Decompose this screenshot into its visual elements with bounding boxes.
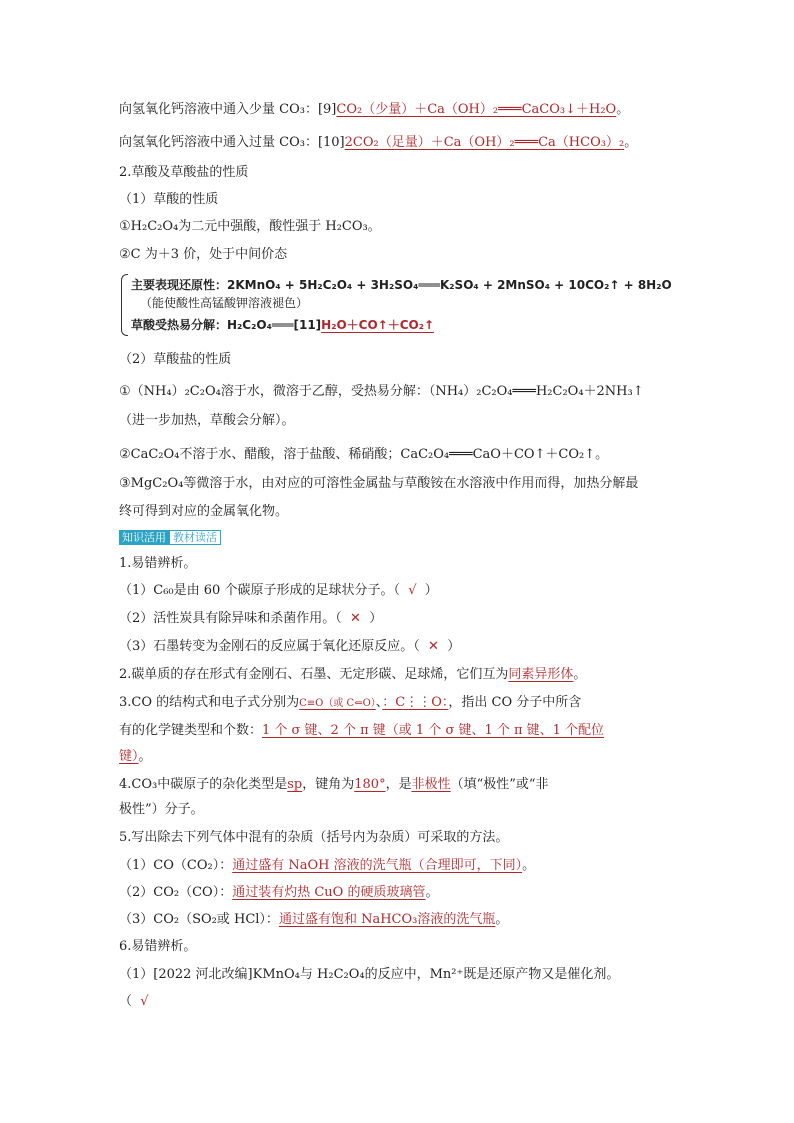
answer-allotrope: 同素异形体 bbox=[508, 667, 574, 682]
answer-polarity: 非极性 bbox=[411, 777, 451, 792]
question-6-1-answer: （ √ bbox=[119, 994, 149, 1009]
question-5-1: （1）CO（CO₂）：通过盛有 NaOH 溶液的洗气瓶（合理即可，下同）。 bbox=[119, 858, 536, 873]
oxalate-point-3-cont: 终可得到对应的金属氧化物。 bbox=[119, 504, 289, 519]
decomposition-line: 草酸受热易分解：H₂C₂O₄═══[11]H₂O＋CO↑＋CO₂↑ bbox=[131, 318, 435, 332]
oxalate-point-1: ①（NH₄）₂C₂O₄溶于水，微溶于乙醇，受热易分解：（NH₄）₂C₂O₄═══H₂C₂O₄＋2NH₃↑ bbox=[119, 384, 644, 399]
answer-structure: C≡O（或 C⇐O） bbox=[299, 698, 376, 709]
question-2: 2.碳单质的存在形式有金刚石、石墨、无定形碳、足球烯，它们互为同素异形体。 bbox=[119, 667, 587, 682]
question-5-2: （2）CO₂（CO）：通过装有灼热 CuO 的硬质玻璃管。 bbox=[119, 885, 439, 900]
answer-electron-formula: ：C⋮⋮O： bbox=[382, 695, 449, 710]
question-6-1: （1）[2022 河北改编]KMnO₄与 H₂C₂O₄的反应中，Mn²⁺既是还原产物又是催化剂。 bbox=[119, 967, 620, 982]
oxalic-acid-point-1: ①H₂C₂O₄为二元中强酸，酸性强于 H₂CO₃。 bbox=[119, 219, 381, 234]
question-3-line3: 键）。 bbox=[119, 749, 152, 764]
answer-hybridization: sp bbox=[287, 777, 303, 792]
subheading-oxalic-acid: （1）草酸的性质 bbox=[119, 192, 219, 207]
answer-9: CO₂（少量）＋Ca（OH）₂═══CaCO₃↓＋H₂O bbox=[336, 102, 617, 117]
question-3-line2: 有的化学键类型和个数：1 个 σ 键、2 个 π 键（或 1 个 σ 键、1 个 π 键、1 个配位 bbox=[119, 723, 605, 738]
line-10: 向氢氧化钙溶液中通入过量 CO₃：[10]2CO₂（足量）＋Ca（OH）₂═══Ca（HCO₃）₂。 bbox=[119, 135, 638, 150]
oxalate-point-1-note: （进一步加热，草酸会分解）。 bbox=[119, 413, 295, 428]
line-9: 向氢氧化钙溶液中通入少量 CO₃：[9]CO₂（少量）＋Ca（OH）₂═══CaCO₃↓＋H₂O。 bbox=[119, 102, 630, 117]
reducing-reaction: 主要表现还原性：2KMnO₄ + 5H₂C₂O₄ + 3H₂SO₄═══K₂SO₄ + 2MnSO₄ + 10CO₂↑ + 8H₂O bbox=[131, 278, 672, 292]
answer-bonds: 1 个 σ 键、2 个 π 键（或 1 个 σ 键、1 个 π 键、1 个配位 bbox=[262, 723, 605, 738]
question-4: 4.CO₃中碳原子的杂化类型是sp，键角为180°，是非极性（填“极性”或“非 bbox=[119, 777, 549, 792]
oxalic-acid-point-2: ②C 为＋3 价，处于中间价态 bbox=[119, 247, 288, 262]
cross-mark: ✕ bbox=[428, 639, 439, 654]
question-1-3: （3）石墨转变为金刚石的反应属于氧化还原反应。（ ✕ ） bbox=[119, 639, 461, 654]
question-5-3: （3）CO₂（SO₂或 HCl）：通过盛有饱和 NaHCO₃溶液的洗气瓶。 bbox=[119, 912, 509, 927]
oxalate-point-3: ③MgC₂O₄等微溶于水，由对应的可溶性金属盐与草酸铵在水溶液中作用而得，加热分解最 bbox=[119, 476, 639, 491]
question-5: 5.写出除去下列气体中混有的杂质（括号内为杂质）可采取的方法。 bbox=[119, 830, 509, 845]
question-3: 3.CO 的结构式和电子式分别为C≡O（或 C⇐O）、：C⋮⋮O：，指出 CO 分子中所含 bbox=[119, 695, 582, 710]
oxalate-point-2: ②CaC₂O₄不溶于水、醋酸，溶于盐酸、稀硝酸；CaC₂O₄═══CaO＋CO↑＋CO₂↑。 bbox=[119, 447, 609, 462]
question-6: 6.易错辨析。 bbox=[119, 939, 197, 954]
tag-knowledge: 知识活用 bbox=[119, 530, 169, 545]
question-4-line2: 极性”）分子。 bbox=[119, 802, 204, 817]
section-heading-2: 2.草酸及草酸盐的性质 bbox=[119, 165, 249, 180]
section-tags bbox=[119, 529, 221, 547]
check-mark: √ bbox=[140, 994, 149, 1009]
question-1-1: （1）C₆₀是由 60 个碳原子形成的足球状分子。（ √ ） bbox=[119, 583, 438, 598]
question-1: 1.易错辨析。 bbox=[119, 556, 197, 571]
check-mark: √ bbox=[408, 583, 417, 598]
brace bbox=[121, 274, 128, 336]
tag-textbook: 教材读活 bbox=[169, 530, 221, 545]
answer-11: H₂O＋CO↑＋CO₂↑ bbox=[321, 318, 435, 332]
cross-mark: ✕ bbox=[350, 611, 361, 626]
answer-10: 2CO₂（足量）＋Ca（OH）₂═══Ca（HCO₃）₂ bbox=[344, 135, 625, 150]
subheading-oxalate: （2）草酸盐的性质 bbox=[119, 352, 232, 367]
question-1-2: （2）活性炭具有除异味和杀菌作用。（ ✕ ） bbox=[119, 611, 383, 626]
answer-bond-angle: 180° bbox=[354, 777, 386, 792]
reducing-note: （能使酸性高锰酸钾溶液褪色） bbox=[140, 296, 309, 310]
